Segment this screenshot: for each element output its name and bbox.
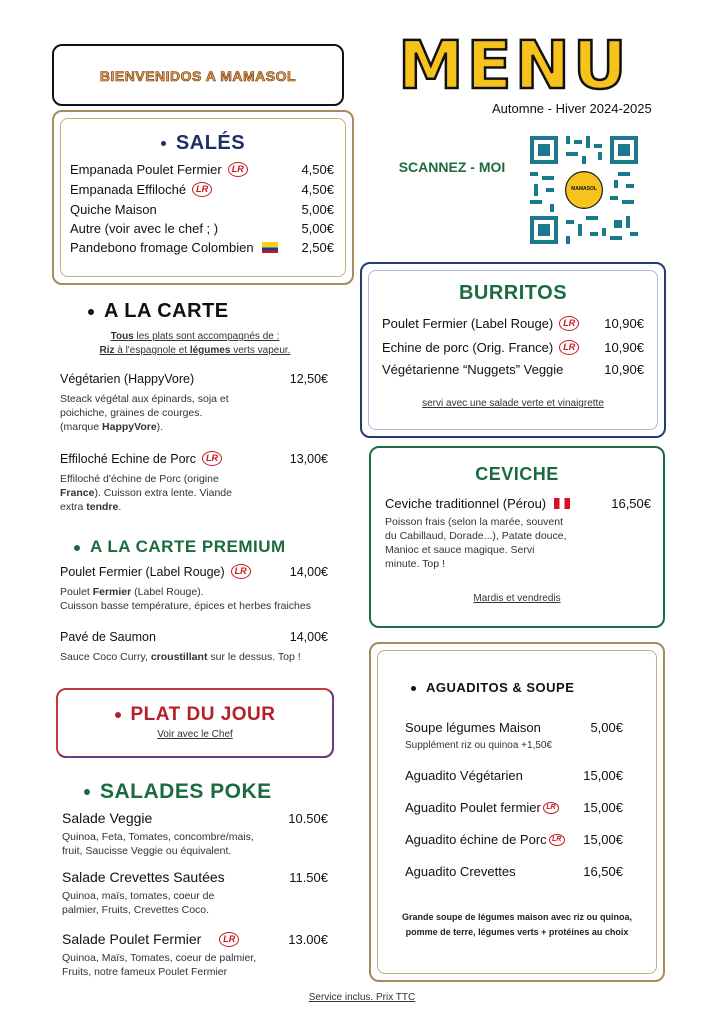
label-rouge-icon: LR [228,162,248,177]
plat-du-jour-section [56,688,334,758]
scan-label: SCANNEZ - MOI [398,159,506,175]
burritos-title: BURRITOS [458,282,568,304]
welcome-text: BIENVENIDOS A MAMASOL [99,68,297,84]
label-rouge-icon: LR [543,802,559,814]
label-rouge-icon: LR [549,834,565,846]
list-item: Empanada Poulet Fermier LR 4,50€ [70,162,334,177]
list-item: Aguadito échine de Porc LR 15,00€ [405,832,623,847]
qr-logo-text: MAMASOL [571,186,597,192]
carte-item: Effiloché Echine de Porc LR 13,00€ Effiloché d'échine de Porc (origine France). Cuisson extra lente. Viande extra tendre. [60,451,328,513]
premium-item: Pavé de Saumon 14,00€ Sauce Coco Curry, croustillant sur le dessus. Top ! [60,630,328,663]
footer-text: Service inclus. Prix TTC [308,992,416,1003]
list-item: Echine de porc (Orig. France) LR 10,90€ [382,340,644,355]
bullet-icon [84,789,90,795]
poke-item: Salade Crevettes Sautées 11.50€ Quinoa, maïs, tomates, coeur de palmier, Fruits, Crevettes Coco. [62,869,328,916]
premium-item: Poulet Fermier (Label Rouge) LR 14,00€ Poulet Fermier (Label Rouge). Cuisson basse température, épices et herbes fraiches [60,564,328,612]
label-rouge-icon: LR [219,932,239,947]
burritos-section [360,262,666,438]
ceviche-note: Mardis et vendredis [473,593,561,604]
premium-title: A LA CARTE PREMIUM [74,537,286,557]
season-label: Automne - Hiver 2024-2025 [492,101,652,116]
ceviche-title: CEVICHE [475,464,559,484]
carte-item: Végétarien (HappyVore) 12,50€ Steack végétal aux épinards, soja et poichiche, graines de courges. (marque HappyVore). [60,372,328,433]
bullet-icon [161,141,166,146]
sales-title: SALÉS [54,132,352,155]
welcome-banner [52,44,344,106]
plat-du-jour-title: PLAT DU JOUR [58,704,332,726]
list-item: Empanada Effiloché LR 4,50€ [70,182,334,197]
label-rouge-icon: LR [559,340,579,355]
label-rouge-icon: LR [202,451,222,466]
label-rouge-icon: LR [559,316,579,331]
peru-flag-icon [554,498,570,509]
list-item: Soupe légumes Maison 5,00€ Supplément riz ou quinoa +1,50€ [405,720,623,751]
carte-intro: Tous les plats sont accompagnés de : Riz à l'espagnole et légumes verts vapeur. [99,331,291,356]
menu-title: MENU [398,27,630,104]
bullet-icon [74,545,80,551]
list-item: Aguadito Poulet fermier LR 15,00€ [405,800,623,815]
aguaditos-title: AGUADITOS & SOUPE [411,680,574,695]
bullet-icon [115,712,121,718]
list-item: Autre (voir avec le chef ; ) 5,00€ [70,221,334,236]
list-item: Aguadito Végétarien 15,00€ [405,768,623,783]
bullet-icon [411,686,416,691]
list-item: Pandebono fromage Colombien 2,50€ [70,240,334,255]
bullet-icon [88,309,94,315]
list-item: Aguadito Crevettes 16,50€ [405,864,623,879]
poke-item: Salade Poulet Fermier LR 13.00€ Quinoa, Maïs, Tomates, coeur de palmier, Fruits, notre fameux Poulet Fermier [62,931,328,978]
list-item: Poulet Fermier (Label Rouge) LR 10,90€ [382,316,644,331]
carte-title: A LA CARTE [88,300,229,323]
list-item: Végétarienne “Nuggets” Veggie 10,90€ [382,362,644,377]
qr-code[interactable] [530,136,638,244]
aguaditos-note: Grande soupe de légumes maison avec riz ou quinoa, pomme de terre, légumes verts + protéines au choix [401,912,633,937]
colombia-flag-icon [262,242,278,253]
aguaditos-section [369,642,665,982]
sales-section [52,110,354,285]
label-rouge-icon: LR [231,564,251,579]
list-item: Quiche Maison 5,00€ [70,202,334,217]
burritos-note: servi avec une salade verte et vinaigrette [422,398,604,409]
poke-item: Salade Veggie 10.50€ Quinoa, Feta, Tomates, concombre/mais, fruit, Saucisse Veggie ou équivalent. [62,810,328,857]
plat-du-jour-note: Voir avec le Chef [157,729,233,740]
ceviche-section: CEVICHE Ceviche traditionnel (Pérou) 16,50€ Poisson frais (selon la marée, souvent du Cabillaud, Dorade...), Patate douce, Manioc et sauce magique. Servi minute. Top ! Mardis et vendredis [369,446,665,628]
poke-title: SALADES POKE [84,780,272,804]
label-rouge-icon: LR [192,182,212,197]
